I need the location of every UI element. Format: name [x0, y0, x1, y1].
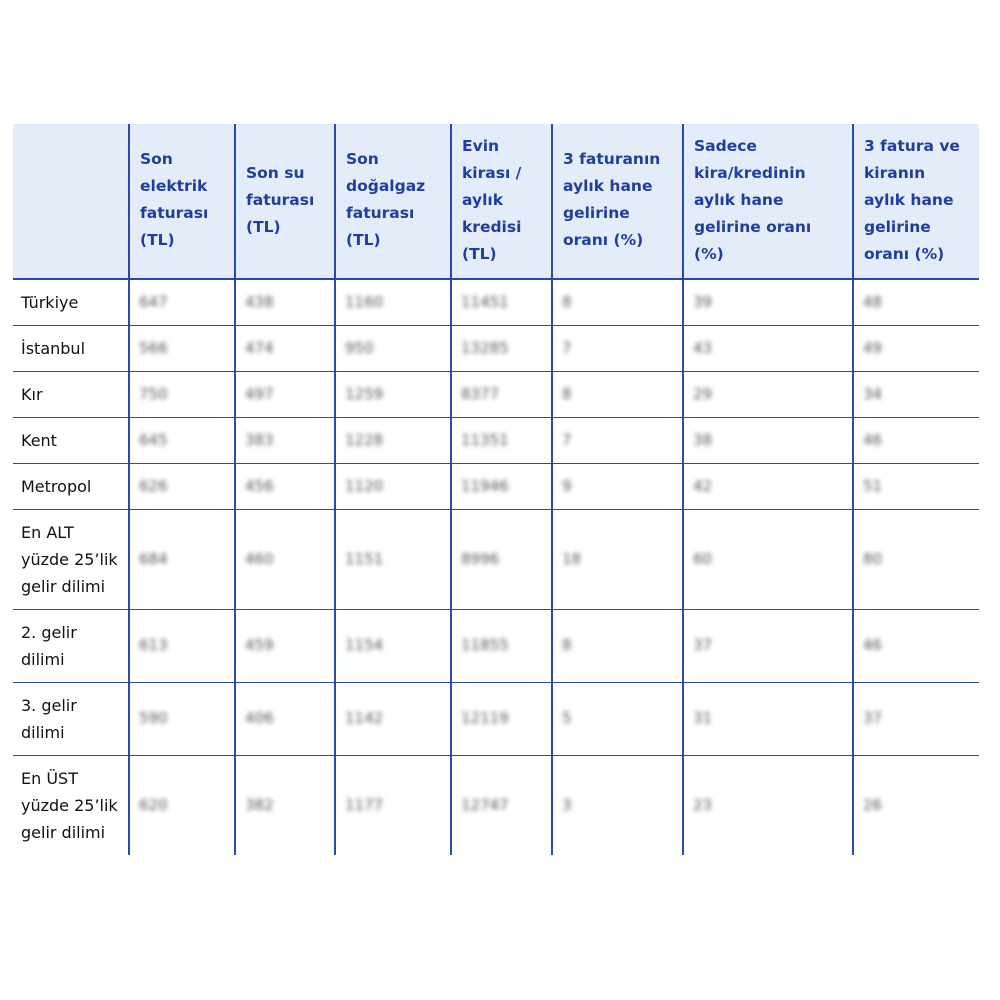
- table-cell-value: 1151: [335, 509, 451, 609]
- table-cell-value: 438: [235, 279, 335, 325]
- table-cell-value: 459: [235, 609, 335, 682]
- row-label: En ALT yüzde 25’lik gelir dilimi: [13, 509, 129, 609]
- table-cell-value: 23: [683, 755, 853, 855]
- table-cell-value: 29: [683, 371, 853, 417]
- table-row: [13, 417, 979, 463]
- table-cell-value: 11946: [451, 463, 552, 509]
- header-cell-rent-credit: Evin kirası / aylık kredisi (TL): [451, 124, 552, 279]
- table-cell-value: 497: [235, 371, 335, 417]
- row-label: Metropol: [13, 463, 129, 509]
- table-cell-value: 5: [552, 682, 683, 755]
- table-cell-value: 31: [683, 682, 853, 755]
- table-cell-value: 3: [552, 755, 683, 855]
- table-cell-value: 613: [129, 609, 235, 682]
- table-row: [13, 682, 979, 755]
- table-cell-value: 48: [853, 279, 979, 325]
- row-label: Kent: [13, 417, 129, 463]
- table-cell-value: 626: [129, 463, 235, 509]
- table-cell-value: 7: [552, 325, 683, 371]
- table-cell-value: 684: [129, 509, 235, 609]
- table-row: [13, 463, 979, 509]
- header-cell-electricity-bill: Son elektrik faturası (TL): [129, 124, 235, 279]
- table-cell-value: 620: [129, 755, 235, 855]
- table-cell-value: 8: [552, 609, 683, 682]
- table-cell-value: 46: [853, 609, 979, 682]
- table-cell-value: 49: [853, 325, 979, 371]
- table-cell-value: 43: [683, 325, 853, 371]
- table-cell-value: 382: [235, 755, 335, 855]
- table-cell-value: 18: [552, 509, 683, 609]
- row-label: İstanbul: [13, 325, 129, 371]
- row-label: 2. gelir dilimi: [13, 609, 129, 682]
- table-cell-value: 37: [853, 682, 979, 755]
- row-label: Kır: [13, 371, 129, 417]
- table-cell-value: 750: [129, 371, 235, 417]
- table-cell-value: 11351: [451, 417, 552, 463]
- row-label: 3. gelir dilimi: [13, 682, 129, 755]
- table-cell-value: 11451: [451, 279, 552, 325]
- table-cell-value: 474: [235, 325, 335, 371]
- table-cell-value: 12747: [451, 755, 552, 855]
- table-cell-value: 37: [683, 609, 853, 682]
- table-row: [13, 371, 979, 417]
- table-row: [13, 325, 979, 371]
- data-table-container: [13, 124, 979, 855]
- header-cell-total-income-ratio: 3 fatura ve kiranın aylık hane gelirine oranı (%): [853, 124, 979, 279]
- table-cell-value: 13285: [451, 325, 552, 371]
- table-cell-value: 8: [552, 279, 683, 325]
- table-cell-value: 51: [853, 463, 979, 509]
- table-cell-value: 80: [853, 509, 979, 609]
- table-cell-value: 645: [129, 417, 235, 463]
- table-cell-value: 8996: [451, 509, 552, 609]
- header-cell-bills-income-ratio: 3 faturanın aylık hane gelirine oranı (%): [552, 124, 683, 279]
- table-cell-value: 460: [235, 509, 335, 609]
- table-cell-value: 8: [552, 371, 683, 417]
- table-row: [13, 509, 979, 609]
- table-cell-value: 1154: [335, 609, 451, 682]
- table-row: [13, 609, 979, 682]
- table-cell-value: 46: [853, 417, 979, 463]
- header-cell-rent-income-ratio: Sadece kira/kredinin aylık hane gelirine oranı (%): [683, 124, 853, 279]
- header-cell-empty: [13, 124, 129, 279]
- table-cell-value: 38: [683, 417, 853, 463]
- table-cell-value: 60: [683, 509, 853, 609]
- header-cell-gas-bill: Son doğalgaz faturası (TL): [335, 124, 451, 279]
- table-cell-value: 566: [129, 325, 235, 371]
- table-cell-value: 1120: [335, 463, 451, 509]
- header-row: [13, 124, 979, 279]
- table-cell-value: 9: [552, 463, 683, 509]
- table-cell-value: 456: [235, 463, 335, 509]
- table-row: [13, 755, 979, 855]
- household-costs-table: [13, 124, 979, 855]
- table-cell-value: 42: [683, 463, 853, 509]
- table-cell-value: 1160: [335, 279, 451, 325]
- table-cell-value: 7: [552, 417, 683, 463]
- table-cell-value: 590: [129, 682, 235, 755]
- table-cell-value: 1142: [335, 682, 451, 755]
- table-cell-value: 647: [129, 279, 235, 325]
- table-cell-value: 8377: [451, 371, 552, 417]
- table-cell-value: 26: [853, 755, 979, 855]
- table-cell-value: 1228: [335, 417, 451, 463]
- table-cell-value: 11855: [451, 609, 552, 682]
- header-cell-water-bill: Son su faturası (TL): [235, 124, 335, 279]
- table-row: [13, 279, 979, 325]
- table-cell-value: 1259: [335, 371, 451, 417]
- table-cell-value: 34: [853, 371, 979, 417]
- table-cell-value: 1177: [335, 755, 451, 855]
- table-cell-value: 406: [235, 682, 335, 755]
- table-cell-value: 383: [235, 417, 335, 463]
- row-label: En ÜST yüzde 25’lik gelir dilimi: [21, 768, 118, 842]
- table-cell-value: 12119: [451, 682, 552, 755]
- table-cell-value: 39: [683, 279, 853, 325]
- row-label: Türkiye: [13, 279, 129, 325]
- table-cell-value: 950: [335, 325, 451, 371]
